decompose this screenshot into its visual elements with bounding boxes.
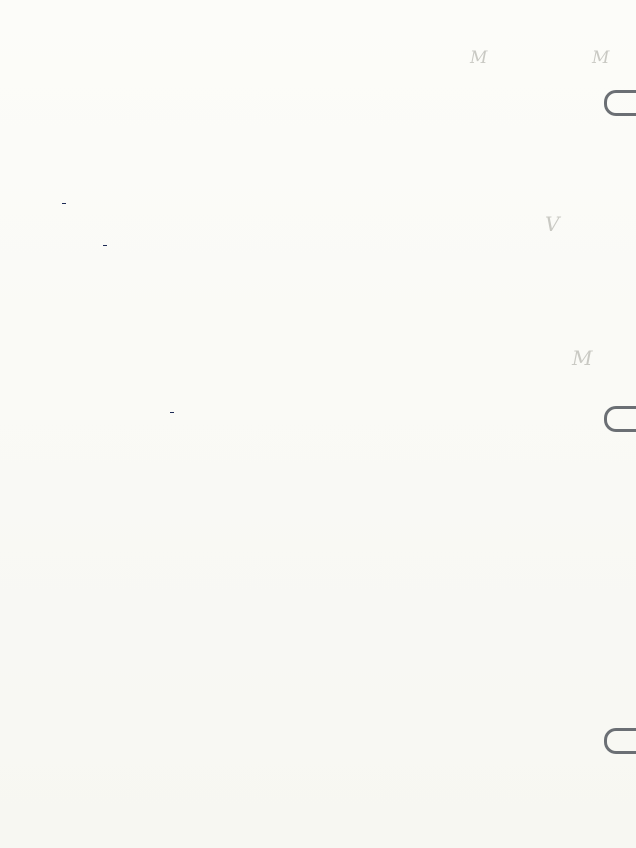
problem2-formula-fraction [170,412,174,413]
bleed-through-mark: M [572,346,593,370]
binder-ring [604,728,636,754]
formula-distance-fraction [62,203,66,204]
bleed-through-mark: M [470,48,488,68]
fraction-numerator [170,412,174,413]
bleed-through-mark: M [592,48,610,68]
binder-ring [604,90,636,116]
bleed-through-mark: V [545,212,560,236]
binder-ring [604,406,636,432]
formula-displacement-fraction [103,245,107,246]
fraction-numerator [62,203,66,204]
fraction-numerator [103,245,107,246]
